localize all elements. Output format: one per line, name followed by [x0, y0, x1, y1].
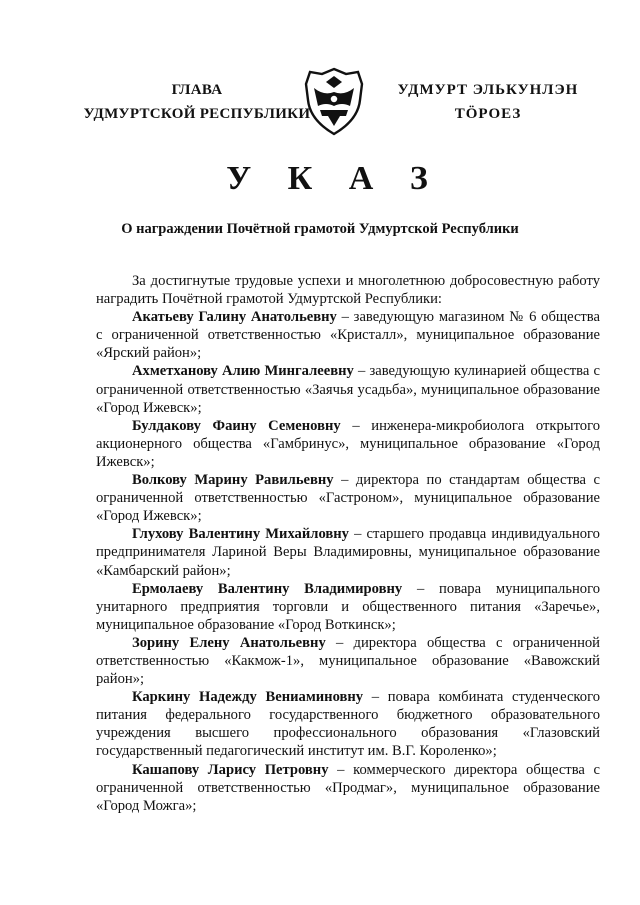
awardee-item	[96, 417, 600, 471]
awardee-description: – коммерческого директора общества с ограниченной ответственностью «Продмаг», муниципальное образование «Город Можга»;	[96, 761, 600, 814]
awardee-item	[96, 362, 600, 416]
document-body	[96, 272, 600, 815]
coat-of-arms-icon	[298, 66, 370, 138]
awardee-item	[96, 471, 600, 525]
awardee-name: Акатьеву Галину Анатольевну	[132, 309, 337, 326]
awardee-description: – инженера-микробиолога открытого акционерного общества «Гамбринус», муниципальное образование «Город Ижевск»;	[96, 417, 600, 470]
awardee-description: – директора по стандартам общества с ограниченной ответственностью «Гастроном», муниципальное образование «Город Ижевск»;	[96, 472, 600, 525]
awardee-description: – повара комбината студенческого питания федерального государственного бюджетного образовательного учреждения высшего профессионального образования «Глазовский государственный педагогический институт им. В.Г. Короленко»;	[96, 689, 600, 760]
document-header	[0, 66, 640, 136]
issuer-udmurt-line1: УДМУРТ ЭЛЬКУНЛЭН	[397, 82, 579, 98]
issuer-russian	[82, 78, 312, 126]
document-title: У К А З	[226, 160, 442, 197]
awardee-description: – заведующую магазином № 6 общества с ограниченной ответственностью «Кристалл», муниципальное образование «Ярский район»;	[96, 309, 600, 362]
awardee-item	[96, 308, 600, 362]
issuer-russian-line2: УДМУРТСКОЙ РЕСПУБЛИКИ	[83, 106, 311, 122]
awardee-item	[96, 525, 600, 579]
awardee-item	[96, 688, 600, 760]
awardee-name: Зорину Елену Анатольевну	[132, 634, 326, 651]
awardee-name: Булдакову Фаину Семеновну	[132, 417, 341, 434]
awardee-item	[96, 634, 600, 688]
issuer-russian-line1: ГЛАВА	[171, 82, 223, 98]
issuer-udmurt-line2: ТӦРОЕЗ	[454, 106, 522, 122]
awardee-description: – заведующую кулинарией общества с ограниченной ответственностью «Заячья усадьба», муниципальное образование «Город Ижевск»;	[96, 363, 600, 416]
intro-paragraph: За достигнутые трудовые успехи и многолетнюю добросовестную работу наградить Почётной грамотой Удмуртской Республики:	[96, 273, 600, 308]
awardee-name: Глухову Валентину Михайловну	[132, 526, 349, 543]
awardee-name: Волкову Марину Равильевну	[132, 472, 334, 489]
awardee-item	[96, 580, 600, 634]
awardee-name: Каркину Надежду Вениаминовну	[132, 689, 364, 706]
awardee-description: – повара муниципального унитарного предприятия торговли и общественного питания «Заречье», муниципальное образование «Город Воткинск»;	[96, 580, 601, 633]
document-subject: О награждении Почётной грамотой Удмуртской Республики	[121, 221, 519, 237]
awardee-name: Ахметханову Алию Мингалеевну	[132, 363, 354, 380]
awardee-name: Ермолаеву Валентину Владимировну	[132, 580, 403, 597]
awardee-description: – директора общества с ограниченной ответственностью «Какмож-1», муниципальное образование «Вавожский район»;	[96, 634, 600, 688]
awardee-name: Кашапову Ларису Петровну	[132, 761, 329, 778]
issuer-udmurt	[388, 78, 588, 126]
awardee-item	[96, 761, 600, 815]
awardee-description: – старшего продавца индивидуального предпринимателя Лариной Веры Владимировны, муниципальное образование «Камбарский район»;	[96, 526, 600, 579]
